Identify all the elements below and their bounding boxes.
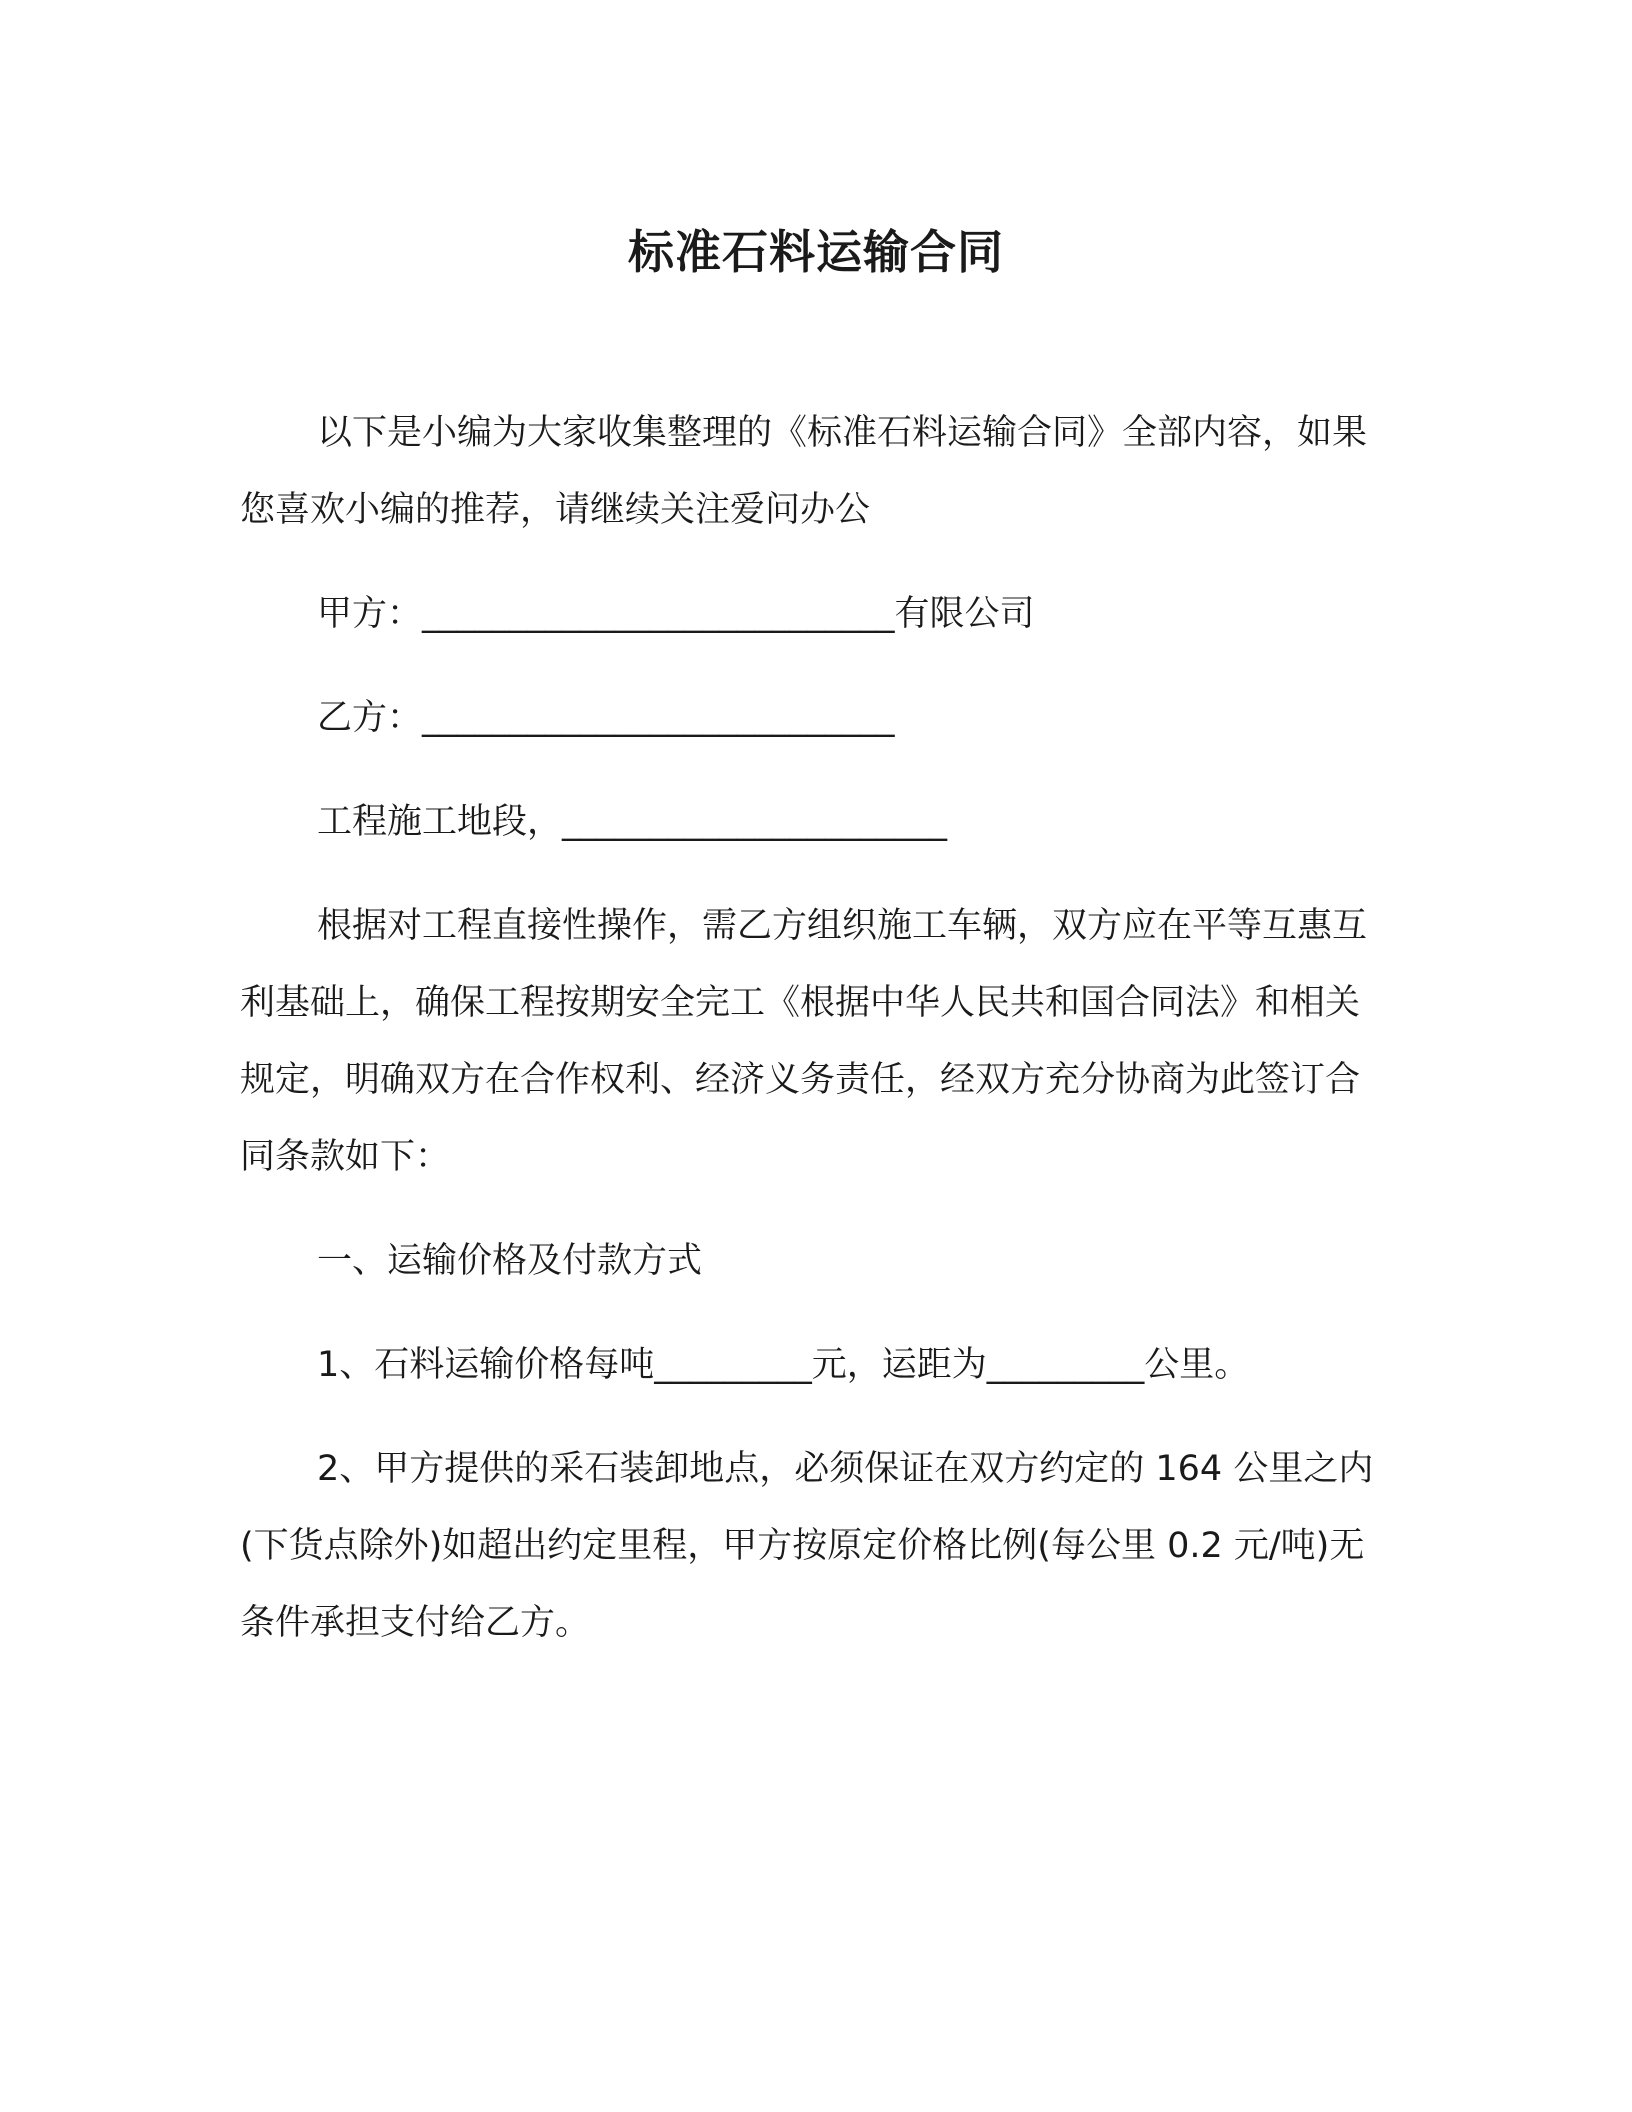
document-body: [240, 395, 1380, 1662]
intro-paragraph: 以下是小编为大家收集整理的《标准石料运输合同》全部内容，如果您喜欢小编的推荐，请继续关注爱问办公: [240, 413, 1368, 530]
construction-site-line: 工程施工地段，______________________: [317, 802, 948, 842]
preamble-paragraph: 根据对工程直接性操作，需乙方组织施工车辆，双方应在平等互惠互利基础上，确保工程按期安全完工《根据中华人民共和国合同法》和相关规定，明确双方在合作权利、经济义务责任，经双方充分协商为此签订合同条款如下：: [240, 906, 1368, 1177]
party-b-line: 乙方：___________________________: [317, 698, 895, 738]
clause-1: 1、石料运输价格每吨_________元，运距为_________公里。: [317, 1345, 1250, 1385]
document-title: 标准石料运输合同: [628, 225, 1004, 279]
clause-2: 2、甲方提供的采石装卸地点，必须保证在双方约定的 164 公里之内(下货点除外)如超出约定里程，甲方按原定价格比例(每公里 0.2 元/吨)无条件承担支付给乙方。: [240, 1449, 1374, 1643]
section-heading: 一、运输价格及付款方式: [317, 1241, 703, 1281]
party-a-line: 甲方：___________________________有限公司: [317, 594, 1035, 634]
